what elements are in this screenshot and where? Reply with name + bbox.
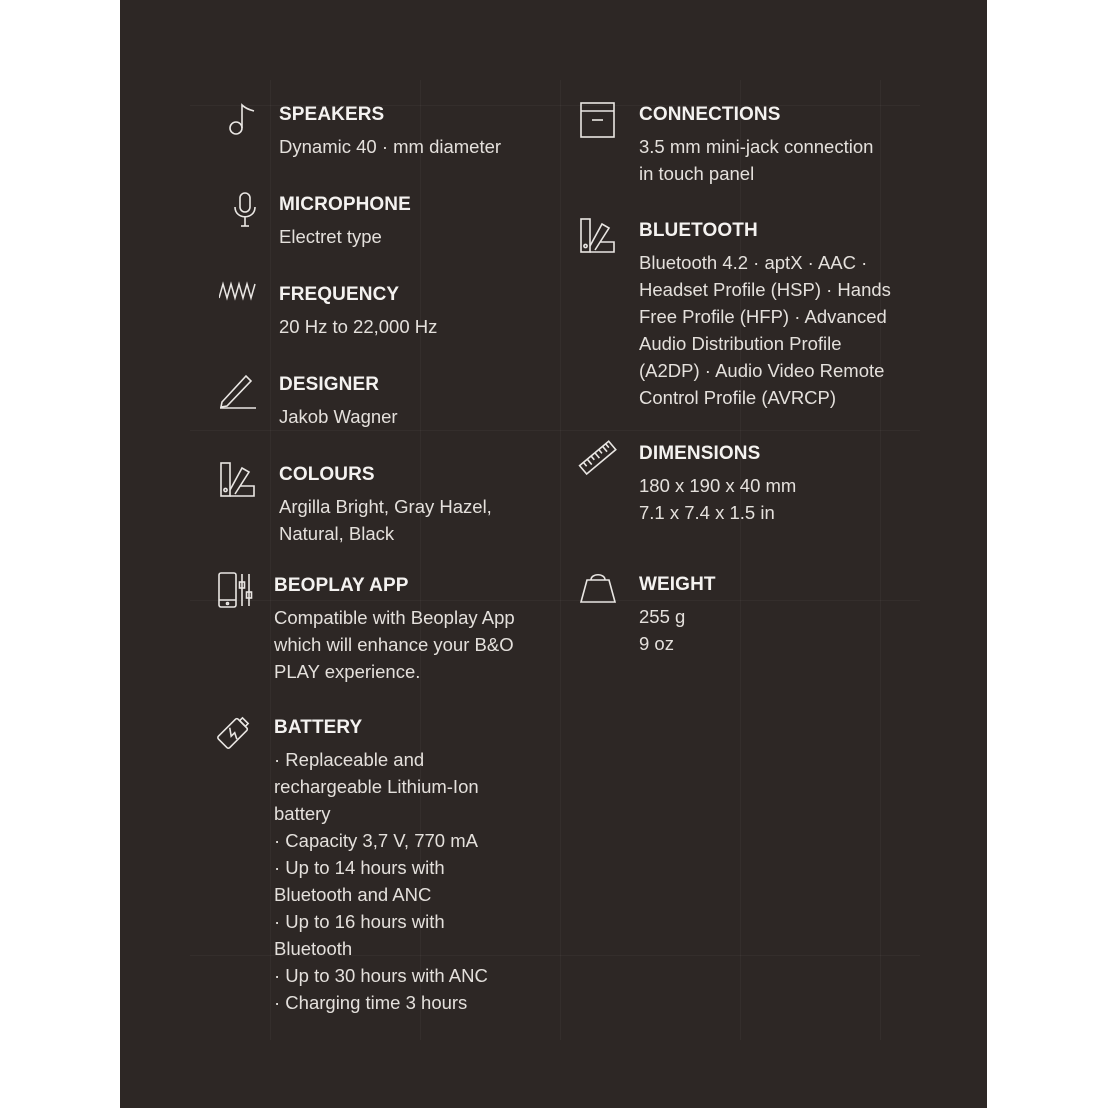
ruler-icon: [578, 438, 618, 478]
music-note-icon: [221, 100, 261, 140]
spec-value: · Replaceable and rechargeable Lithium-Ion battery · Capacity 3,7 V, 770 mA · Up to 14 hours with Bluetooth and ANC · Up to 16 hours with Bluetooth · Up to 30 hours with ANC · Charging time 3 hours: [274, 749, 488, 1013]
spec-title: FREQUENCY: [279, 284, 400, 305]
specifications-panel: [120, 0, 987, 1108]
spec-title: COLOURS: [279, 464, 375, 485]
box-connection-icon: [578, 100, 618, 140]
waveform-icon: [219, 272, 259, 312]
spec-value: 180 x 190 x 40 mm 7.1 x 7.4 x 1.5 in: [639, 475, 797, 523]
spec-title: CONNECTIONS: [639, 104, 781, 125]
spec-value: 3.5 mm mini-jack connection in touch panel: [639, 136, 874, 184]
bluetooth-swatch-icon: [578, 216, 618, 256]
spec-value: Argilla Bright, Gray Hazel, Natural, Black: [279, 496, 492, 544]
spec-title: SPEAKERS: [279, 104, 385, 125]
grid-line: [880, 80, 881, 1040]
spec-value: Jakob Wagner: [279, 406, 398, 427]
spec-value: Electret type: [279, 226, 382, 247]
colour-swatch-icon: [218, 460, 258, 500]
spec-title: MICROPHONE: [279, 194, 411, 215]
spec-title: DIMENSIONS: [639, 443, 761, 464]
spec-title: BLUETOOTH: [639, 220, 758, 241]
weight-icon: [578, 568, 618, 608]
pen-icon: [218, 370, 258, 410]
grid-line: [560, 80, 561, 1040]
phone-app-icon: [216, 570, 256, 610]
spec-value: 20 Hz to 22,000 Hz: [279, 316, 438, 337]
spec-title: BATTERY: [274, 717, 363, 738]
spec-value: Bluetooth 4.2 · aptX · AAC · Headset Profile (HSP) · Hands Free Profile (HFP) · Advanced Audio Distribution Profile (A2DP) · Audio Video Remote Control Profile (AVRCP): [639, 252, 891, 408]
spec-title: DESIGNER: [279, 374, 380, 395]
microphone-icon: [225, 190, 265, 230]
spec-value: Dynamic 40 · mm diameter: [279, 136, 502, 157]
battery-icon: [214, 712, 254, 752]
spec-title: WEIGHT: [639, 574, 716, 595]
grid-line: [190, 430, 920, 431]
grid-line: [270, 80, 271, 1040]
grid-line: [190, 600, 920, 601]
spec-value: Compatible with Beoplay App which will enhance your B&O PLAY experience.: [274, 607, 515, 682]
spec-title: BEOPLAY APP: [274, 575, 409, 596]
spec-value: 255 g 9 oz: [639, 606, 686, 654]
